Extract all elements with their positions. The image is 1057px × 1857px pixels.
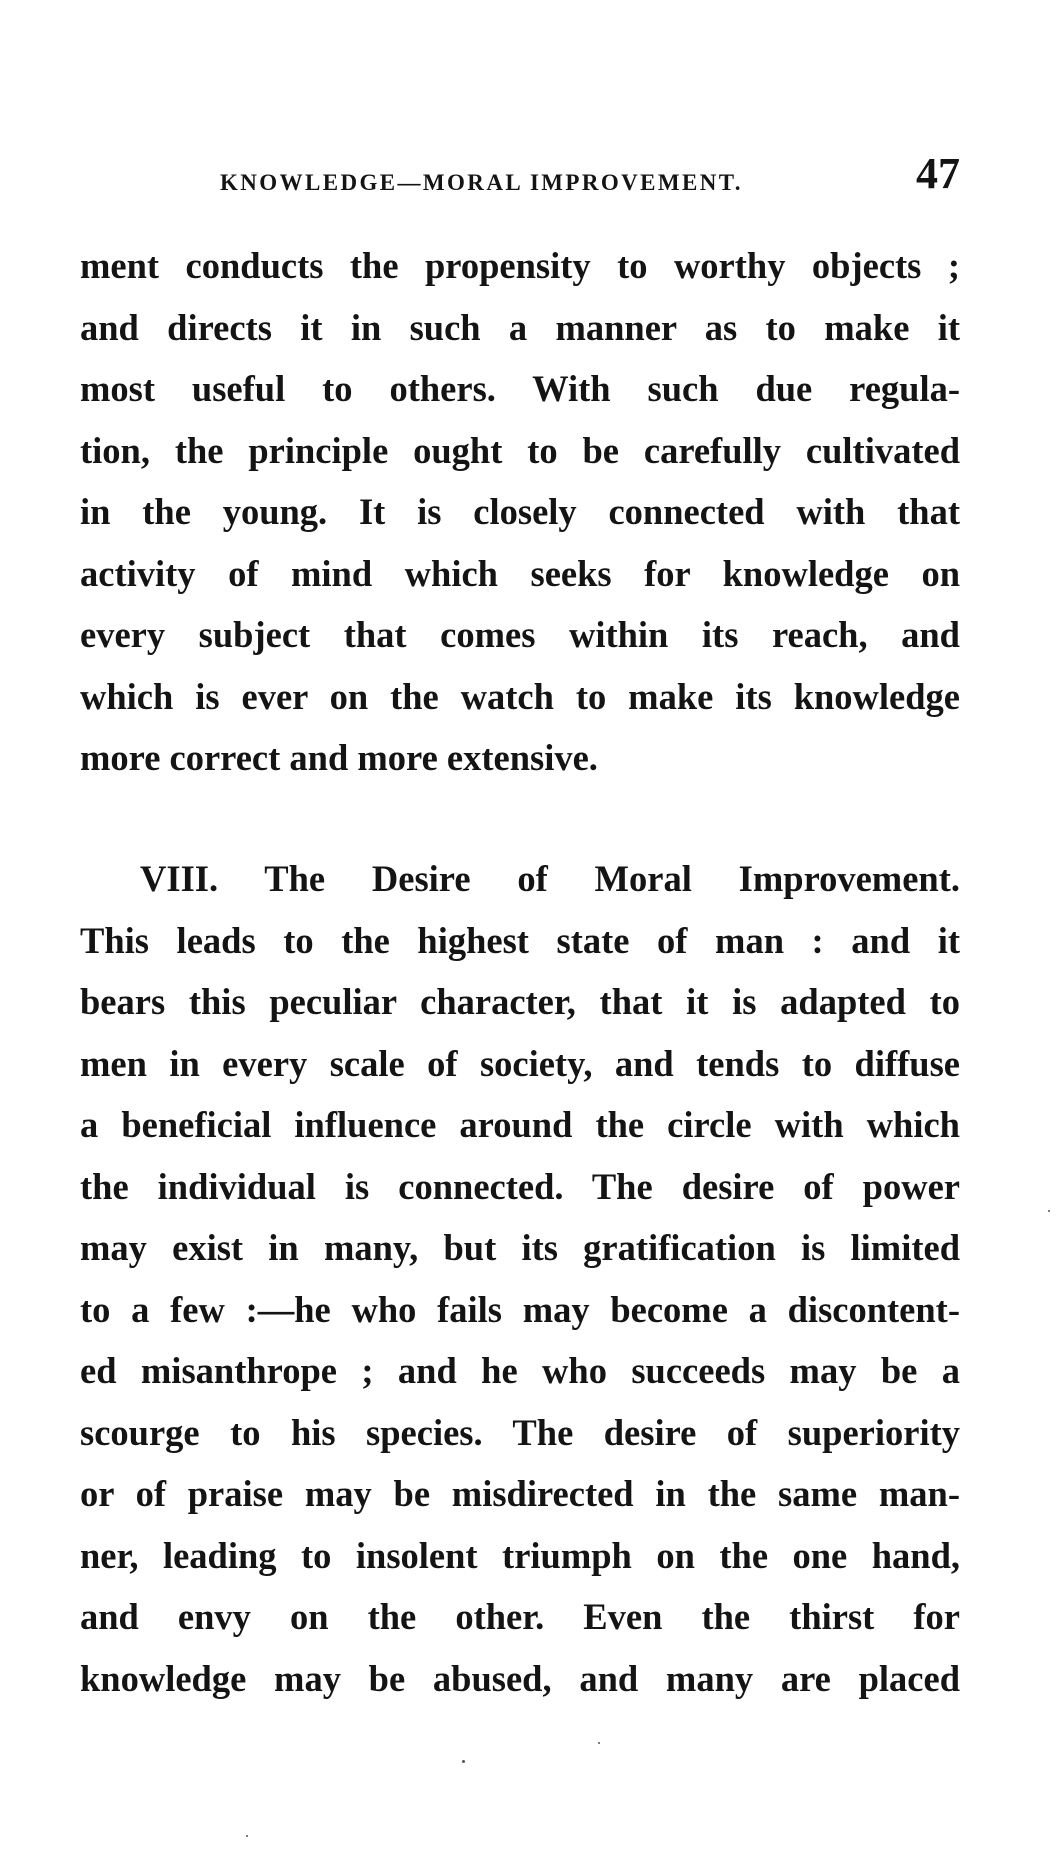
- text-line: more correct and more extensive.: [80, 737, 598, 778]
- text-line: which is ever on the watch to make its knowledge: [80, 675, 960, 717]
- text-line: most useful to others. With such due regula-: [80, 368, 960, 409]
- text-line: may exist in many, but its gratification is limited: [80, 1227, 960, 1268]
- text-line: knowledge may be abused, and many are placed: [80, 1657, 960, 1699]
- text-line: bears this peculiar character, that it is adapted to: [80, 981, 960, 1022]
- section-heading-line: VIII. The Desire of Moral Improvement.: [140, 858, 960, 899]
- text-line: and directs it in such a manner as to make it: [80, 306, 960, 348]
- paragraph-continuation: [80, 235, 960, 789]
- text-line: a beneficial influence around the circle with which: [80, 1104, 960, 1145]
- text-line: scourge to his species. The desire of superiority: [80, 1411, 960, 1453]
- text-line: activity of mind which seeks for knowledge on: [80, 552, 960, 594]
- running-head: [220, 149, 960, 202]
- page-number: 47: [916, 149, 960, 198]
- paper-speck: [246, 1835, 248, 1837]
- text-line: This leads to the highest state of man : and it: [80, 919, 960, 961]
- section-viii-paragraph: [80, 848, 960, 1709]
- running-head-title: KNOWLEDGE—MORAL IMPROVEMENT.: [220, 170, 743, 195]
- text-line: every subject that comes within its reach, and: [80, 614, 960, 655]
- paper-speck: [598, 1742, 600, 1744]
- text-line: ment conducts the propensity to worthy objects ;: [80, 245, 960, 286]
- text-line: and envy on the other. Even the thirst for: [80, 1596, 960, 1637]
- text-line: ed misanthrope ; and he who succeeds may be a: [80, 1350, 960, 1391]
- text-line: to a few :—he who fails may become a discontent-: [80, 1288, 960, 1330]
- text-line: in the young. It is closely connected with that: [80, 491, 960, 532]
- paper-speck: [462, 1760, 465, 1763]
- text-line: or of praise may be misdirected in the same man-: [80, 1473, 960, 1514]
- text-line: the individual is connected. The desire of power: [80, 1165, 960, 1207]
- text-line: ner, leading to insolent triumph on the one hand,: [80, 1534, 960, 1576]
- text-line: tion, the principle ought to be carefully cultivated: [80, 429, 960, 471]
- text-line: men in every scale of society, and tends to diffuse: [80, 1042, 960, 1084]
- paper-speck: [1048, 1210, 1050, 1212]
